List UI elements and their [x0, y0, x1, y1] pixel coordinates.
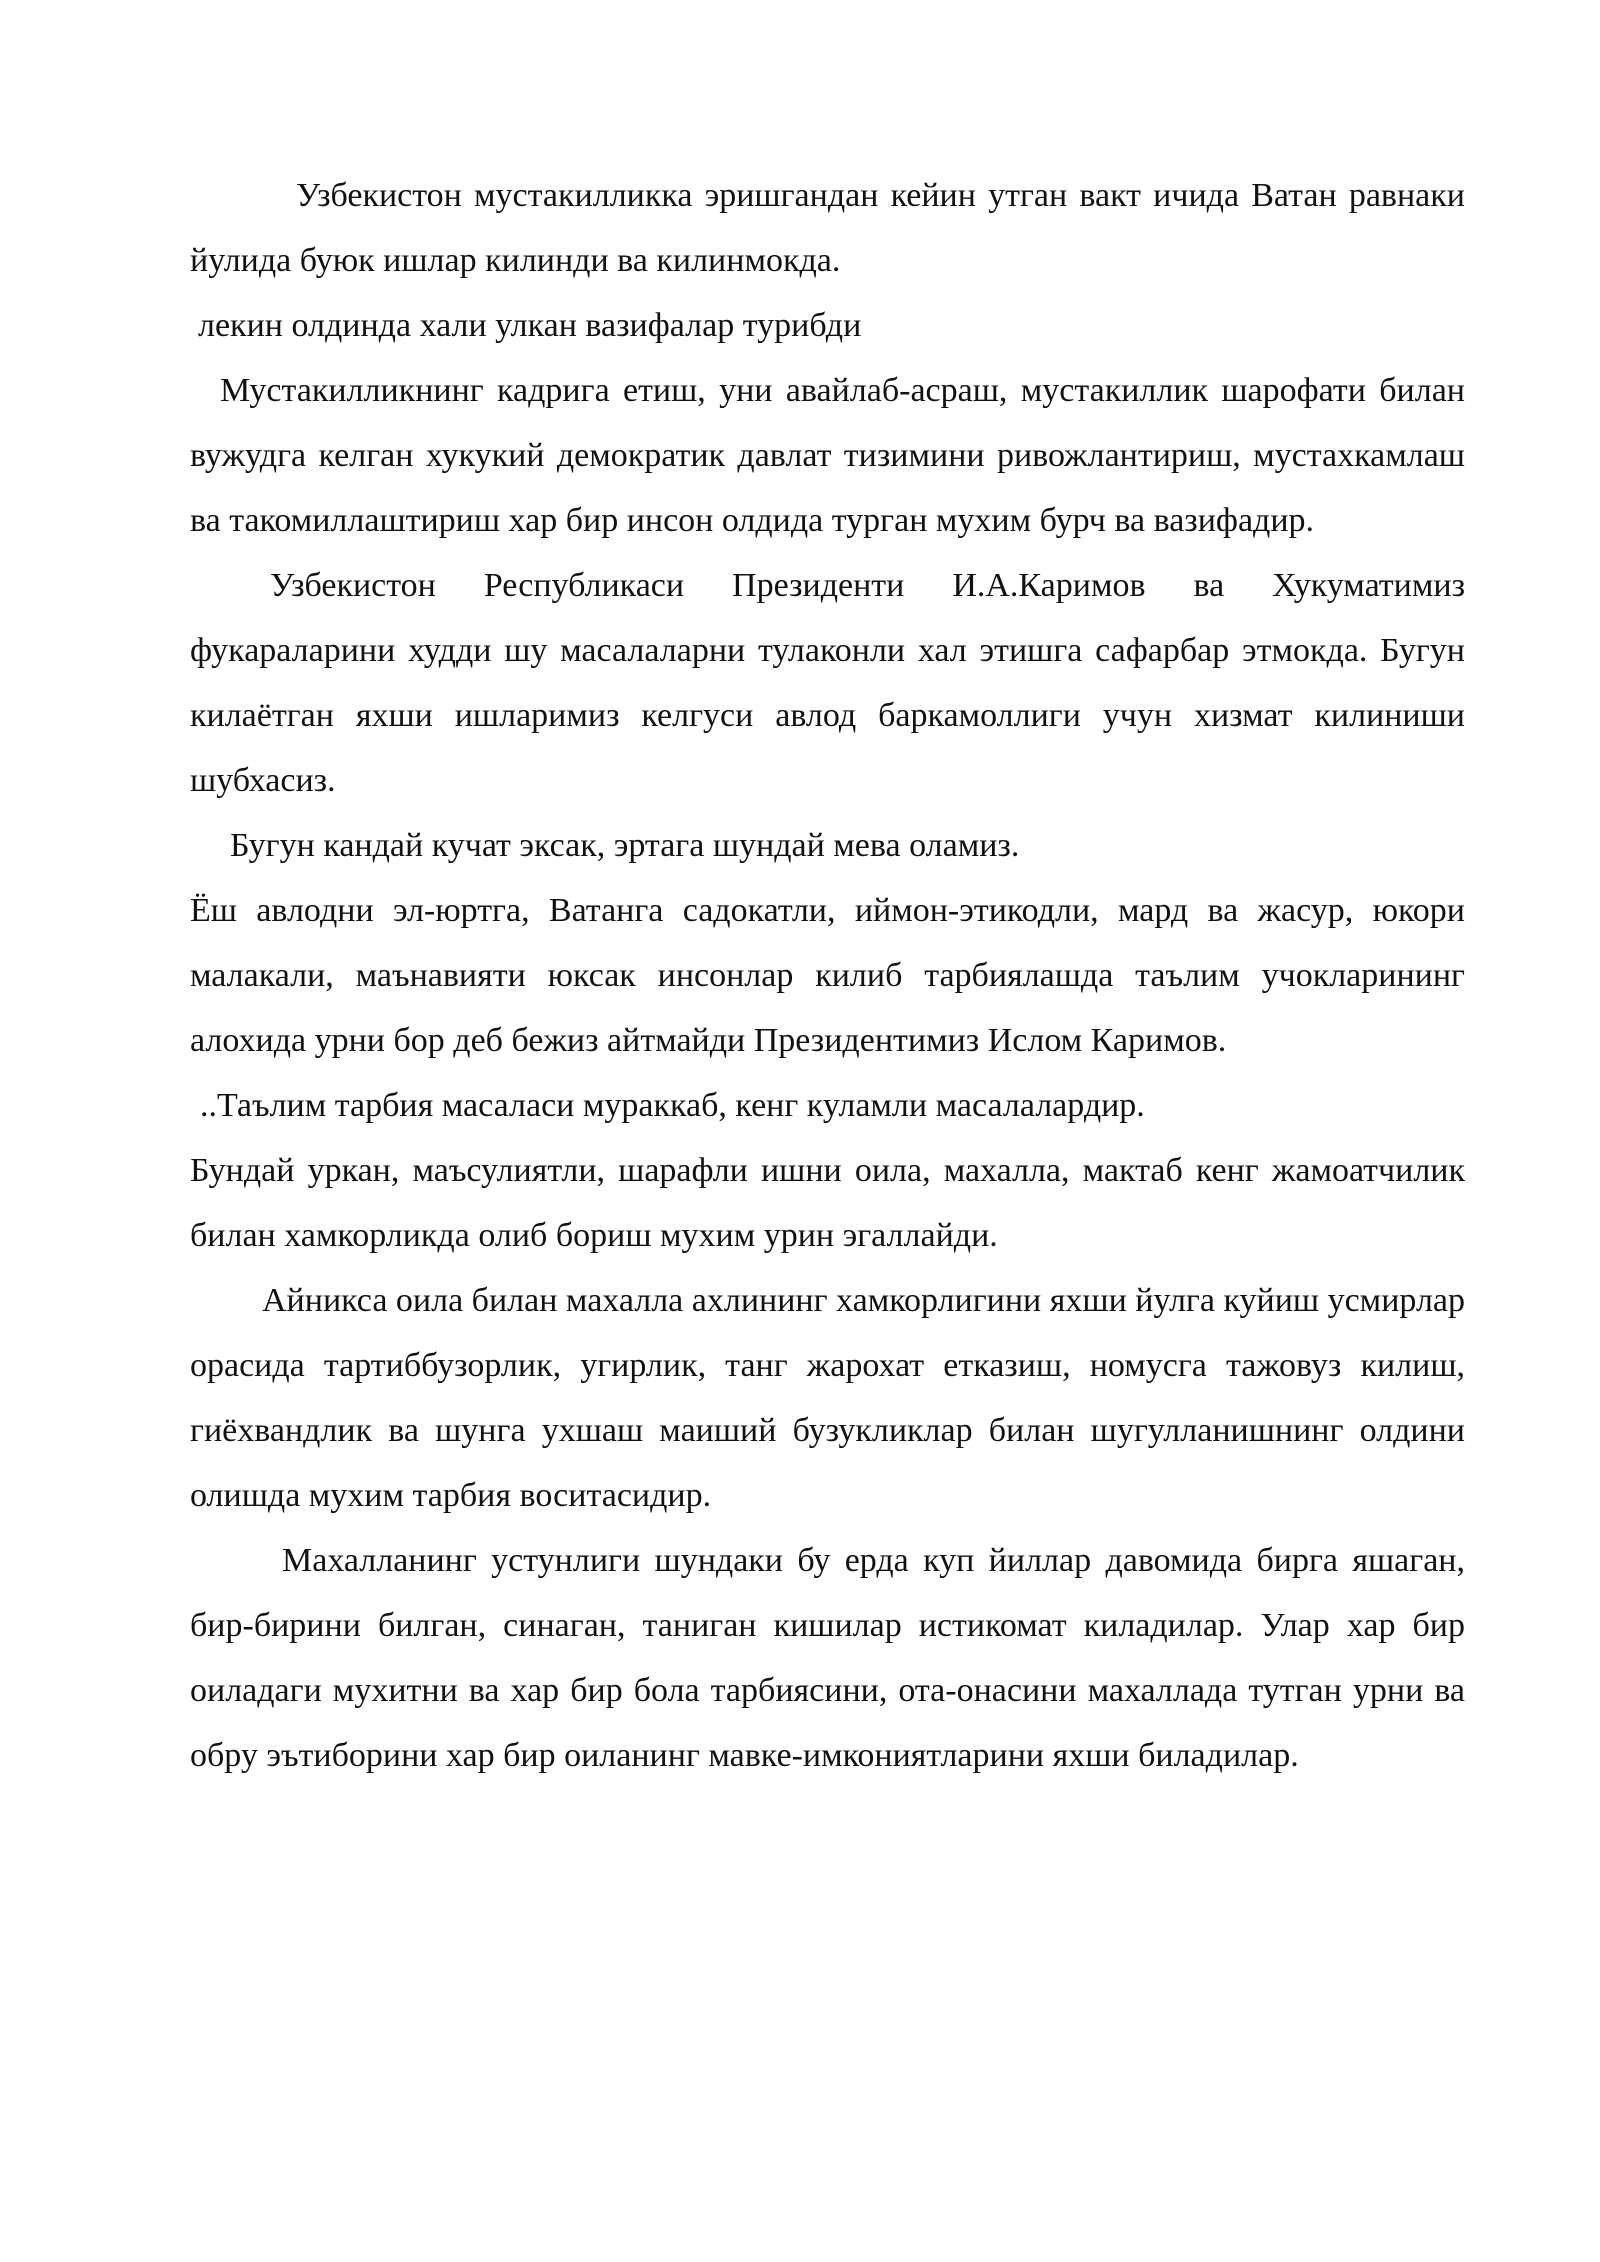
- paragraph-1: Узбекистон мустакилликка эришгандан кейин утган вакт ичида Ватан равнаки йулида буюк ишлар килинди ва килинмокда.: [190, 177, 1465, 279]
- paragraph-9: Айникса оила билан махалла ахлининг хамкорлигини яхши йулга куйиш усмирлар орасида тартиббузорлик, угирлик, танг жарохат етказиш, номусга тажовуз килиш, гиёхвандлик ва шунга ухшаш маиший бузукликлар билан шугулланишнинг олдини олишда мухим тарбия воситасидир.: [190, 1282, 1465, 1514]
- paragraph-7: ..Таълим тарбия масаласи мураккаб, кенг куламли масалалардир.: [200, 1087, 1145, 1124]
- paragraph-10: Махалланинг устунлиги шундаки бу ерда куп йиллар давомида бирга яшаган, бир-бирини билган, синаган, таниган кишилар истикомат киладилар. Улар хар бир оиладаги мухитни ва хар бир бола тарбиясини, ота-онасини махаллада тутган урни ва обру эътиборини хар бир оиланинг мавке-имкониятларини яхши биладилар.: [190, 1542, 1465, 1774]
- document-body: [190, 163, 1465, 1788]
- paragraph-6: Ёш авлодни эл-юртга, Ватанга садокатли, иймон-этикодли, мард ва жасур, юкори малакали, маънавияти юксак инсонлар килиб тарбиялашда таълим учокларининг алохида урни бор деб бежиз айтмайди Президентимиз Ислом Каримов.: [190, 892, 1465, 1059]
- paragraph-3: Мустакилликнинг кадрига етиш, уни авайлаб-асраш, мустакиллик шарофати билан вужудга келган хукукий демократик давлат тизимини ривожлантириш, мустахкамлаш ва такомиллаштириш хар бир инсон олдида турган мухим бурч ва вазифадир.: [190, 372, 1465, 539]
- paragraph-2: лекин олдинда хали улкан вазифалар турибди: [198, 307, 862, 344]
- paragraph-4: Узбекистон Республикаси Президенти И.А.Каримов ва Хукуматимиз фукараларини худди шу масалаларни тулаконли хал этишга сафарбар этмокда. Бугун килаётган яхши ишларимиз келгуси авлод баркамоллиги учун хизмат килиниши шубхасиз.: [190, 567, 1465, 799]
- paragraph-5: Бугун кандай кучат эксак, эртага шундай мева оламиз.: [230, 827, 1020, 864]
- paragraph-8: Бундай уркан, маъсулиятли, шарафли ишни оила, махалла, мактаб кенг жамоатчилик билан хамкорликда олиб бориш мухим урин эгаллайди.: [190, 1152, 1465, 1254]
